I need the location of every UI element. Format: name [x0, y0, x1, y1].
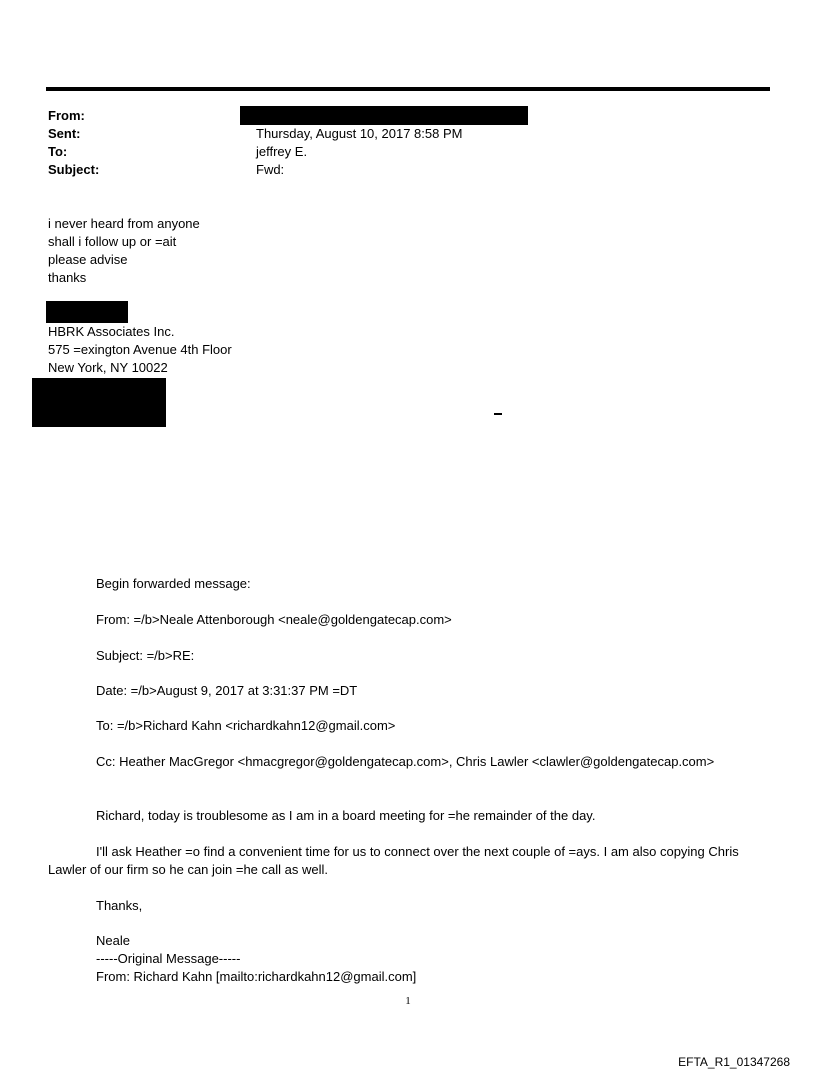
subject-label: Subject:	[48, 162, 100, 177]
forwarded-intro: Begin forwarded message:	[96, 576, 251, 591]
forwarded-to: To: =/b>Richard Kahn <richardkahn12@gmail.com>	[96, 718, 396, 733]
original-message-marker: -----Original Message-----	[96, 951, 241, 966]
signature-address: 575 =exington Avenue 4th Floor	[48, 342, 232, 357]
sent-label: Sent:	[48, 126, 81, 141]
forwarded-from: From: =/b>Neale Attenborough <neale@goldengatecap.com>	[96, 612, 452, 627]
signature-city: New York, NY 10022	[48, 360, 168, 375]
redacted-from-value	[240, 106, 528, 125]
forwarded-subject: Subject: =/b>RE:	[96, 648, 195, 663]
forwarded-date: Date: =/b>August 9, 2017 at 3:31:37 PM =DT	[96, 683, 358, 698]
original-message-from: From: Richard Kahn [mailto:richardkahn12@gmail.com]	[96, 969, 417, 984]
forwarded-paragraph-2: I'll ask Heather =o find a convenient time for us to connect over the next couple of =ays. I am also copying Chris	[96, 844, 739, 859]
redacted-block	[32, 378, 166, 427]
page-number: 1	[405, 995, 411, 1007]
forwarded-cc: Cc: Heather MacGregor <hmacgregor@goldengatecap.com>, Chris Lawler <clawler@goldengatecap.com>	[96, 754, 715, 769]
forwarded-signoff-name: Neale	[96, 933, 130, 948]
forwarded-thanks: Thanks,	[96, 898, 143, 913]
body-line: thanks	[48, 270, 87, 285]
from-label: From:	[48, 108, 85, 123]
body-line: please advise	[48, 252, 128, 267]
to-value: jeffrey E.	[256, 144, 308, 159]
signature-company: HBRK Associates Inc.	[48, 324, 175, 339]
subject-value: Fwd:	[256, 162, 285, 177]
sent-value: Thursday, August 10, 2017 8:58 PM	[256, 126, 463, 141]
forwarded-paragraph-1: Richard, today is troublesome as I am in a board meeting for =he remainder of the day.	[96, 808, 596, 823]
redacted-signature-name	[46, 301, 128, 323]
body-line: shall i follow up or =ait	[48, 234, 177, 249]
stray-dash-mark	[494, 413, 502, 415]
to-label: To:	[48, 144, 68, 159]
document-id: EFTA_R1_01347268	[678, 1055, 790, 1069]
header-rule	[46, 87, 770, 91]
body-line: i never heard from anyone	[48, 216, 200, 231]
forwarded-paragraph-2-continued: Lawler of our firm so he can join =he call as well.	[48, 862, 328, 877]
